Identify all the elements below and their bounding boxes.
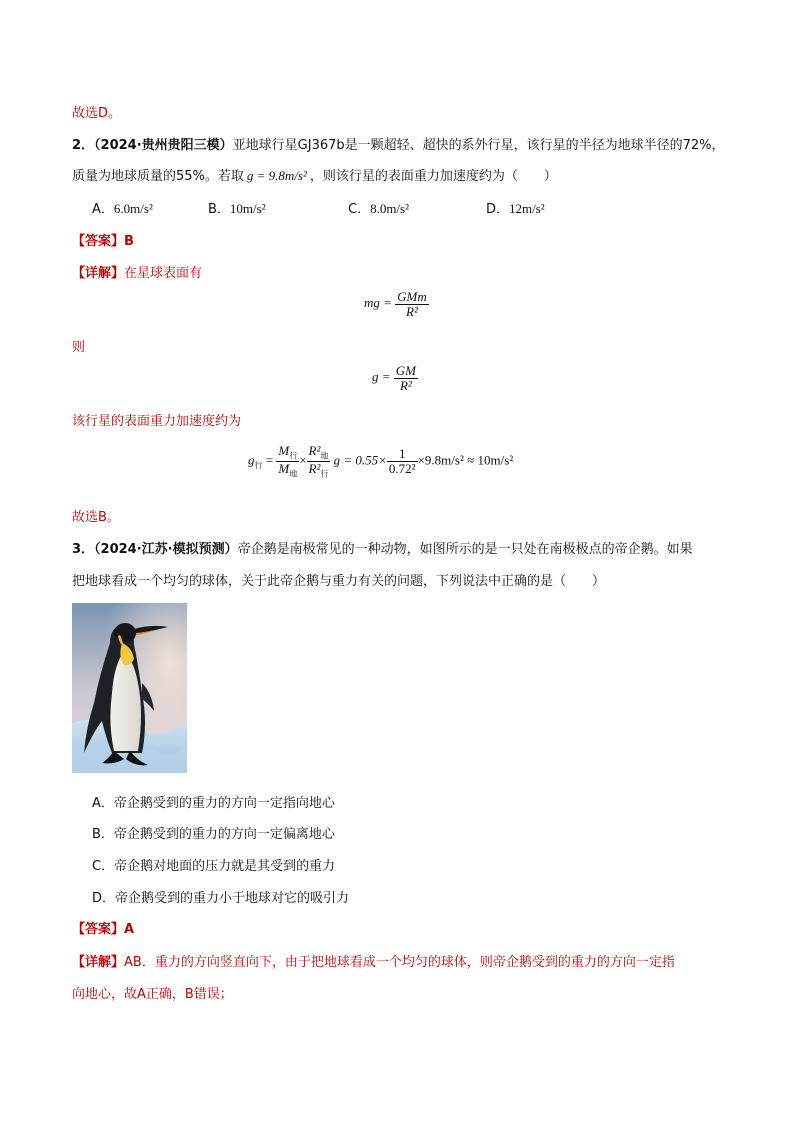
option-label: C． xyxy=(348,202,371,217)
eq-denominator: M xyxy=(278,460,290,476)
option-text: 帝企鹅受到的重力的方向一定偏离地心 xyxy=(113,827,335,842)
option-label: B． xyxy=(92,827,114,842)
equation-1 xyxy=(364,290,429,318)
option-text: 帝企鹅受到的重力小于地球对它的吸引力 xyxy=(115,891,350,906)
question-number: 2． xyxy=(72,138,95,153)
detail-text: AB．重力的方向竖直向下，由于把地球看成一个均匀的球体，则帝企鹅受到的重力的方向一定指 xyxy=(124,955,675,970)
option-b[interactable] xyxy=(208,198,266,217)
eq-subscript: 行 xyxy=(289,451,298,461)
question-text: 帝企鹅是南极常见的一种动物，如图所示的是一只处在南极极点的帝企鹅。如果 xyxy=(237,542,693,557)
eq-tail: ×9.8m/s² ≈ 10m/s² xyxy=(417,452,514,468)
question-text: 亚地球行星GJ367b是一颗超轻、超快的系外行星，该行星的半径为地球半径的72%， xyxy=(232,138,725,153)
then-text: 则 xyxy=(72,340,86,355)
q3-option-a[interactable] xyxy=(92,792,335,811)
question-number: 3． xyxy=(72,542,95,557)
detail-tag: 【详解】 xyxy=(72,266,125,281)
prev-conclusion: 故选D。 xyxy=(72,106,122,121)
option-text: 6.0m/s² xyxy=(113,201,153,216)
eq-numerator: GM xyxy=(395,363,416,378)
question-3-line2: 把地球看成一个均匀的球体，关于此帝企鹅与重力有关的问题，下列说法中正确的是（ ） xyxy=(72,574,606,589)
question-2-line2 xyxy=(72,165,557,184)
option-text: 10m/s² xyxy=(229,201,266,216)
option-label: A． xyxy=(92,202,114,217)
answer-tag: 【答案】 xyxy=(72,234,125,249)
eq-sign: = xyxy=(265,452,274,468)
eq-subscript: 行 xyxy=(320,469,329,479)
detail-tag: 【详解】 xyxy=(72,955,125,970)
given-g: g = 9.8m/s² xyxy=(246,168,307,183)
eq-denominator: R² xyxy=(308,460,321,476)
question-text: 质量为地球质量的55%。若取 xyxy=(72,169,244,184)
q3-option-c[interactable] xyxy=(92,855,335,874)
option-text: 8.0m/s² xyxy=(370,201,410,216)
detail-text: 在星球表面有 xyxy=(124,266,203,281)
eq-subscript: 地 xyxy=(320,451,329,461)
option-d[interactable] xyxy=(486,198,545,217)
option-text: 帝企鹅对地面的压力就是其受到的重力 xyxy=(114,859,336,874)
eq-numerator: 1 xyxy=(387,447,418,462)
option-label: C． xyxy=(92,859,115,874)
eq-lhs: mg = xyxy=(364,295,392,311)
q3-detail-line2: 向地心，故A正确，B错误； xyxy=(72,987,233,1002)
q2-conclusion: 故选B。 xyxy=(72,510,120,525)
answer-value: B xyxy=(124,234,134,249)
eq-denominator: 0.72² xyxy=(388,460,416,476)
eq-times: × xyxy=(299,452,307,468)
eq-denominator: R² xyxy=(399,377,412,393)
question-2-line1 xyxy=(72,134,725,153)
eq-symbol: g xyxy=(248,452,255,468)
eq-middle: g = 0.55× xyxy=(333,452,387,468)
eq-lhs: g = xyxy=(372,369,391,385)
option-text: 12m/s² xyxy=(509,201,545,216)
eq-numerator: R² xyxy=(308,443,321,458)
detail-line xyxy=(72,262,202,281)
option-label: A． xyxy=(92,796,114,811)
question-source: （2024·江苏·模拟预测） xyxy=(94,542,238,557)
q3-option-d[interactable] xyxy=(92,887,349,906)
answer-value: A xyxy=(124,922,135,937)
option-label: B． xyxy=(208,202,230,217)
question-text: ，则该行星的表面重力加速度约为（ ） xyxy=(309,169,557,184)
eq-subscript: 行 xyxy=(254,461,263,471)
option-label: D． xyxy=(486,202,510,217)
equation-2 xyxy=(372,364,418,392)
penguin-image xyxy=(72,603,187,773)
eq-numerator: GMm xyxy=(397,289,427,304)
question-3-line1 xyxy=(72,538,693,557)
option-text: 帝企鹅受到的重力的方向一定指向地心 xyxy=(113,796,335,811)
q3-detail-line1 xyxy=(72,951,675,970)
q3-option-b[interactable] xyxy=(92,823,335,842)
eq-numerator: M xyxy=(278,443,290,458)
detail-text-2: 该行星的表面重力加速度约为 xyxy=(72,414,242,429)
eq-denominator: R² xyxy=(406,303,418,319)
q3-answer-line xyxy=(72,918,134,937)
option-a[interactable] xyxy=(92,198,153,217)
equation-3 xyxy=(248,444,513,479)
answer-tag: 【答案】 xyxy=(72,922,125,937)
question-source: （2024·贵州贵阳三模） xyxy=(94,138,233,153)
option-label: D． xyxy=(92,891,116,906)
option-c[interactable] xyxy=(348,198,409,217)
eq-subscript: 地 xyxy=(289,469,298,479)
emperor-penguin-illustration xyxy=(72,603,187,773)
answer-line xyxy=(72,230,134,249)
